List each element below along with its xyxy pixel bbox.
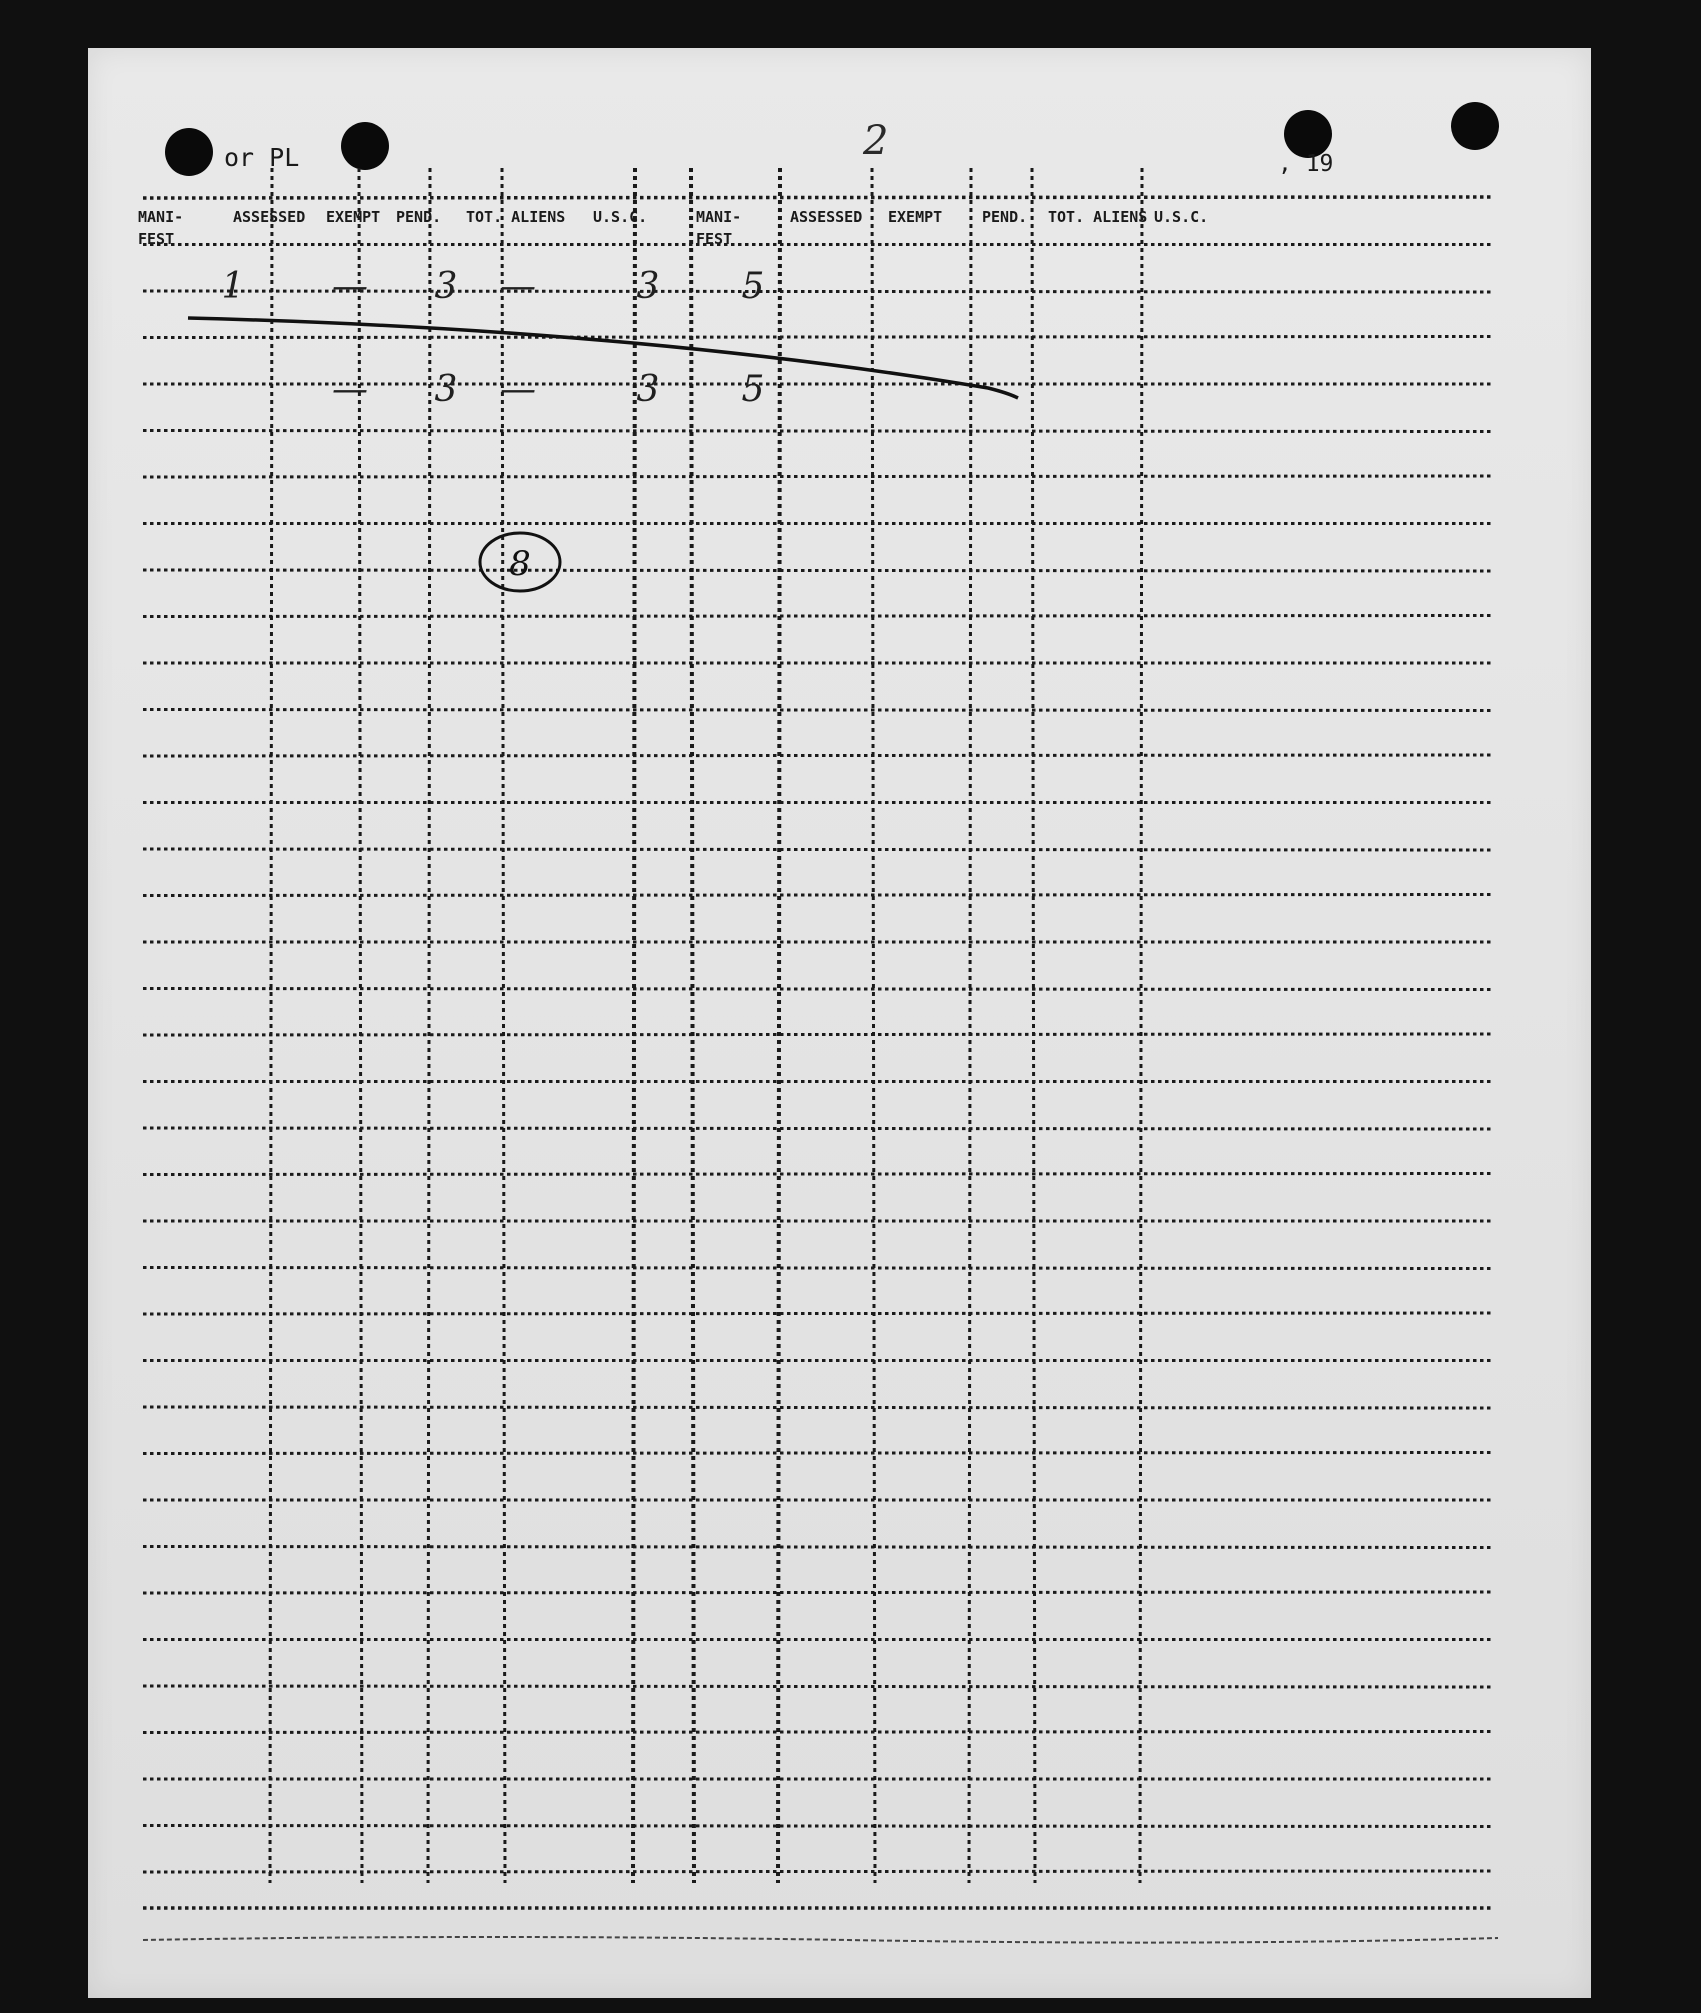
row-rule [143, 1732, 1493, 1733]
column-divider [778, 168, 780, 1883]
left-column-header: PEND. [396, 208, 442, 226]
row-rule [143, 755, 1493, 756]
right-column-header: TOT. ALIENS [1048, 208, 1148, 226]
row-rule [143, 1871, 1493, 1872]
column-divider [1032, 168, 1035, 1883]
handwritten-exempt: 3 [434, 369, 458, 410]
circled-total: 8 [509, 544, 531, 584]
ledger-grid [88, 48, 1591, 1998]
handwritten-pend: — [500, 266, 536, 307]
right-column-header: MANI-FEST [696, 208, 742, 248]
row-rule [143, 431, 1493, 432]
row-rule [143, 197, 1493, 198]
row-rule [143, 1128, 1493, 1129]
row-rule [143, 710, 1493, 711]
column-divider [502, 168, 505, 1883]
handwritten-usc: 5 [741, 369, 765, 410]
strike-through-line [188, 318, 1018, 398]
column-divider [691, 168, 694, 1883]
column-divider [270, 168, 272, 1883]
row-rule [143, 1826, 1493, 1827]
handwritten-tot-aliens: 3 [636, 266, 660, 307]
row-rule [143, 1268, 1493, 1269]
left-column-header: EXEMPT [326, 208, 381, 226]
column-divider [1140, 168, 1142, 1883]
row-rule [143, 337, 1493, 338]
row-rule [143, 1592, 1493, 1593]
column-divider [969, 168, 971, 1883]
column-divider [359, 168, 362, 1883]
right-column-header: EXEMPT [888, 208, 943, 226]
right-column-header: ASSESSED [790, 208, 863, 226]
port-label: or PL [224, 143, 300, 172]
handwritten-tot-aliens: 3 [636, 369, 660, 410]
handwritten-pend: — [500, 369, 536, 410]
left-column-header: TOT. ALIENS [466, 208, 566, 226]
row-rule [143, 1174, 1493, 1175]
handwritten-manifest: 1 [221, 266, 245, 307]
handwritten-assessed: — [332, 266, 368, 307]
row-rule [143, 476, 1493, 477]
left-column-header: MANI-FEST [138, 208, 184, 248]
left-column-header: U.S.C. [593, 208, 648, 226]
row-rule [143, 989, 1493, 990]
year-label: , 19 [1278, 151, 1334, 177]
column-divider [872, 168, 875, 1883]
row-rule [143, 1453, 1493, 1454]
left-column-header: ASSESSED [233, 208, 306, 226]
row-rule [143, 1034, 1493, 1035]
column-headers [138, 208, 1208, 248]
row-rule [143, 616, 1493, 617]
column-divider [428, 168, 430, 1883]
page-number-handwritten: 2 [863, 118, 889, 164]
column-divider [633, 168, 635, 1883]
row-rule [143, 570, 1493, 571]
form-page [88, 48, 1591, 1998]
grid-lines [143, 168, 1498, 1943]
row-rule [143, 1547, 1493, 1548]
bottom-rule [143, 1937, 1498, 1943]
right-column-header: U.S.C. [1154, 208, 1209, 226]
handwritten-usc: 5 [741, 266, 765, 307]
row-rule [143, 895, 1493, 896]
handwritten-exempt: 3 [434, 266, 458, 307]
right-column-header: PEND. [982, 208, 1028, 226]
row-rule [143, 1686, 1493, 1687]
handwritten-assessed: — [332, 369, 368, 410]
row-rule [143, 1313, 1493, 1314]
handwritten-entries [188, 266, 1018, 591]
row-rule [143, 1407, 1493, 1408]
row-rule [143, 849, 1493, 850]
